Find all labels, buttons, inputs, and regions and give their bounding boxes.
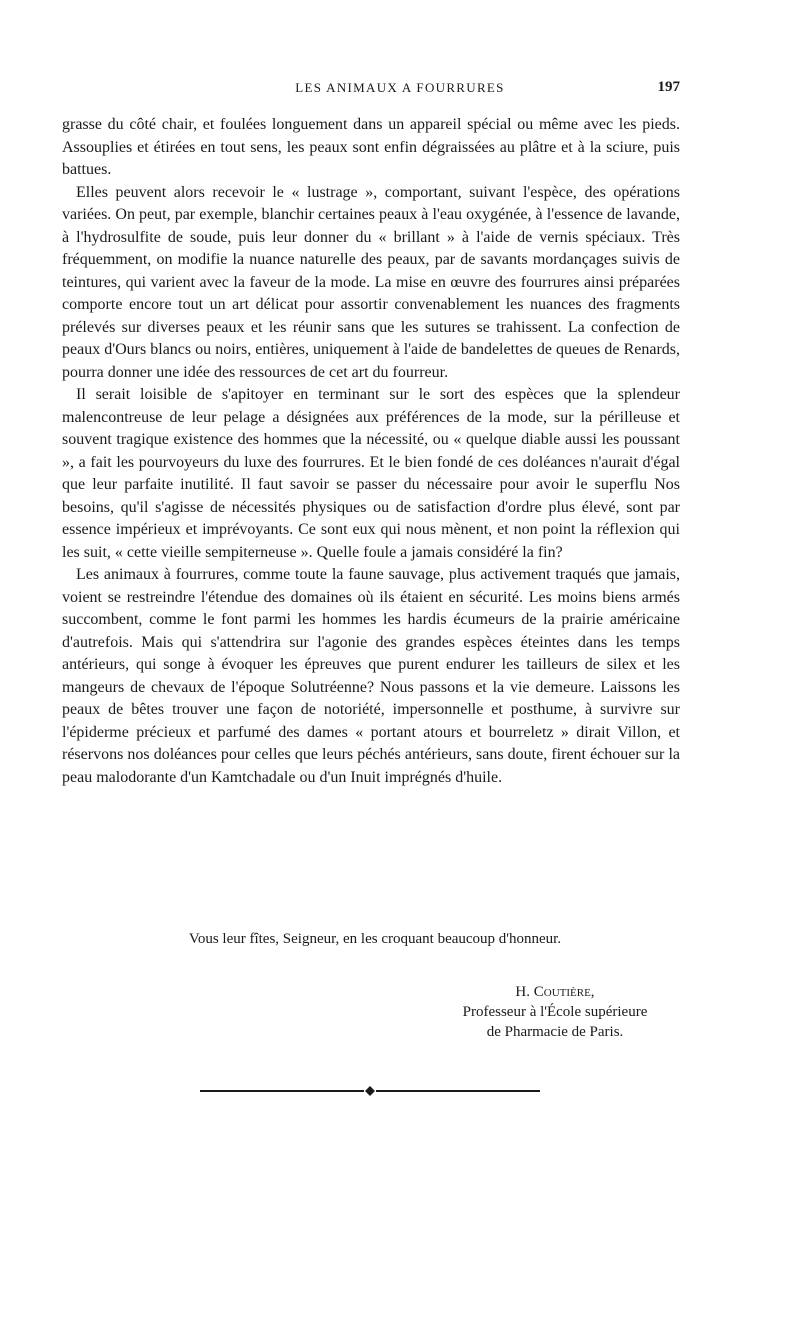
paragraph-apitoyer: Il serait loisible de s'apitoyer en terminant sur le sort des espèces que la splendeur malencontreuse de leur pelage a désignées aux préférences de la mode, sur la périlleuse et souvent tragique existence des hommes que la nécessité, ou « quelque diable aussi les poussant », a fait les pourvoyeurs du luxe des fourrures. Et le bien fondé de ces doléances n'aurait d'égal que leur parfaite inutilité. Il faut savoir se passer du nécessaire pour avoir le superflu Nos besoins, qu'il s'agisse de nécessités physiques ou de satisfaction d'ordre plus élevé, sont par essence impérieux et imprévoyants. Ce sont eux qui nous mènent, et non point la réflexion qui les suit, « cette vieille sempiterneuse ». Quelle foule a jamais considéré la fin? (62, 386, 680, 561)
body-text (62, 114, 680, 789)
ornament-rule-left (200, 1090, 364, 1092)
page-number: 197 (657, 79, 680, 95)
author-title-line-1: Professeur à l'École supérieure (462, 1004, 648, 1020)
diamond-icon (365, 1086, 375, 1096)
paragraph-faune-sauvage: Les animaux à fourrures, comme toute la faune sauvage, plus activement traqués que jamais, voient se restreindre l'étendue des domaines où ils étaient en sécurité. Les moins biens armés succombent, comme le font parmi les hommes les hardis écumeurs de la prairie américaine d'autrefois. Mais qui s'attendrira sur l'agonie des grandes espèces éteintes dans les temps antérieurs, qui songe à évoquer les épreuves que purent endurer les tailleurs de silex et les mangeurs de chevaux de l'époque Solutréenne? Nous passons et la vie demeure. Laissons les peaux de bêtes trouver une façon de notoriété, impersonnelle et posthume, à survivre sur l'épiderme précieux et parfumé des dames « portant atours et bourreletz » dirait Villon, et réservons nos doléances pour celles que leurs péchés antérieurs, sans doute, firent échouer sur la peau malodorante d'un Kamtchadale ou d'un Inuit imprégnés d'huile. (62, 566, 680, 786)
running-head (0, 80, 800, 100)
signature-block (430, 982, 680, 1042)
running-title: LES ANIMAUX A FOURRURES (295, 80, 505, 95)
paragraph-lustrage: Elles peuvent alors recevoir le « lustrage », comportant, suivant l'espèce, des opérations variées. On peut, par exemple, blanchir certaines peaux à l'eau oxygénée, à l'essence de lavande, à l'hydrosulfite de soude, puis leur donner du « brillant » à l'aide de vernis spéciaux. Très fréquemment, on modifie la nuance naturelle des peaux, par de savants mordançages suivis de teintures, qui varient avec la faveur de la mode. La mise en œuvre des fourrures ainsi préparées comporte encore tout un art délicat pour assortir convenablement les nuances des fragments prélevés sur diverses peaux et les réunir sans que les sutures se trahissent. La confection de peaux d'Ours blancs ou noirs, entières, uniquement à l'aide de bandelettes de queues de Renards, pourra donner une idée des ressources de cet art du fourreur. (62, 183, 680, 381)
author-title-line-2: de Pharmacie de Paris. (486, 1024, 624, 1040)
ornament-rule-right (376, 1090, 540, 1092)
diamond-rule-ornament-icon (200, 1086, 540, 1096)
closing-quotation: Vous leur fîtes, Seigneur, en les croquant beaucoup d'honneur. (188, 931, 562, 947)
paragraph-continuation: grasse du côté chair, et foulées longuement dans un appareil spécial ou même avec les pieds. Assouplies et étirées en tout sens, les peaux sont enfin dégraissées au plâtre et à la sciure, puis battues. (62, 116, 680, 178)
author-name: H. Coutière, (515, 984, 595, 1000)
